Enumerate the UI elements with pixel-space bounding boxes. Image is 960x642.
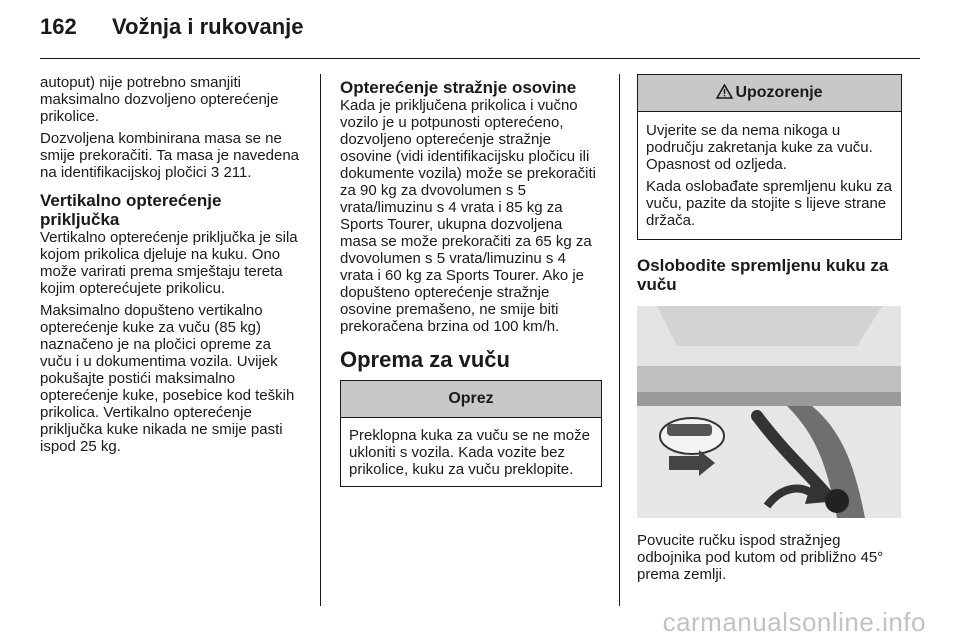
column-middle [340, 74, 602, 487]
section-heading: Oslobodite spremljenu kuku za vuču [637, 256, 889, 294]
page-ref-link[interactable]: 3 211. [210, 164, 252, 181]
section-heading-large: Oprema za vuču [340, 347, 510, 372]
tow-hook-illustration [637, 306, 901, 518]
page-title: Vožnja i rukovanje [112, 14, 304, 39]
caution-title: Oprez [341, 381, 601, 418]
column-divider [619, 74, 620, 606]
warning-header [638, 75, 901, 112]
column-left [40, 74, 302, 460]
figure-caption: Povucite ručku ispod stražnjeg odbojnika pod kutom od približno 45° prema zemlji. [637, 532, 884, 583]
warning-triangle-icon [716, 77, 733, 113]
paragraph: Vertikalno opterećenje priključka je sila kojom prikolica djeluje na kuku. Ono može varirati prema smještaju tereta kojim opterećujete prikolicu. [40, 229, 298, 297]
section-heading: Opterećenje stražnje osovine [340, 78, 577, 97]
paragraph: Kada je priključena prikolica i vučno vozilo je u potpunosti opterećeno, dozvoljeno opterećenje stražnje osovine (vidi identifikacijsku pločicu ili dokumente vozila) može se prekoračiti za 90 kg za dvovolumen s 5 vrata/limuzinu s 4 vrata i 85 kg za Sports Tourer, ukupna dozvoljena masa se može prekoračiti za 65 kg za dvovolumen s 5 vrata/limuzinu s 4 vrata i 60 kg za Sports Tourer. Ako je dopušteno opterećenje stražnje osovine premašeno, ne smije biti prekoračena brzina od 100 km/h. [340, 97, 596, 335]
watermark: carmanualsonline.info [662, 607, 926, 637]
warning-text: Uvjerite se da nema nikoga u području zakretanja kuke za vuču. Opasnost od ozljeda. [646, 122, 873, 173]
caution-text: Preklopna kuka za vuču se ne može ukloniti s vozila. Kada vozite bez prikolice, kuku za vuču preklopite. [349, 427, 590, 478]
column-divider [320, 74, 321, 606]
paragraph: autoput) nije potrebno smanjiti maksimalno dozvoljeno opterećenje prikolice. [40, 74, 279, 125]
paragraph: Dozvoljena kombinirana masa se ne smije prekoračiti. Ta masa je navedena na identifikacijskoj pločici 3 211. [40, 130, 300, 181]
page-number: 162 [40, 14, 77, 39]
warning-title: Upozorenje [735, 84, 823, 101]
warning-box [637, 74, 902, 240]
section-heading: Vertikalno opterećenje priključka [40, 191, 222, 229]
header-rule [40, 58, 920, 59]
warning-text: Kada oslobađate spremljenu kuku za vuču, pazite da stojite s lijeve strane držača. [646, 178, 892, 229]
caution-box [340, 380, 602, 487]
column-right [637, 74, 902, 588]
paragraph: Maksimalno dopušteno vertikalno opterećenje kuke za vuču (85 kg) naznačeno je na pločici opreme za vuču i u dokumentima vozila. Uvijek pokušajte postići maksimalno opterećenje kuke, posebice kod teških prikolica. Vertikalno opterećenje priključka kuke nikada ne smije pasti ispod 25 kg. [40, 302, 295, 455]
page-reference-icon: 3 [210, 164, 220, 181]
